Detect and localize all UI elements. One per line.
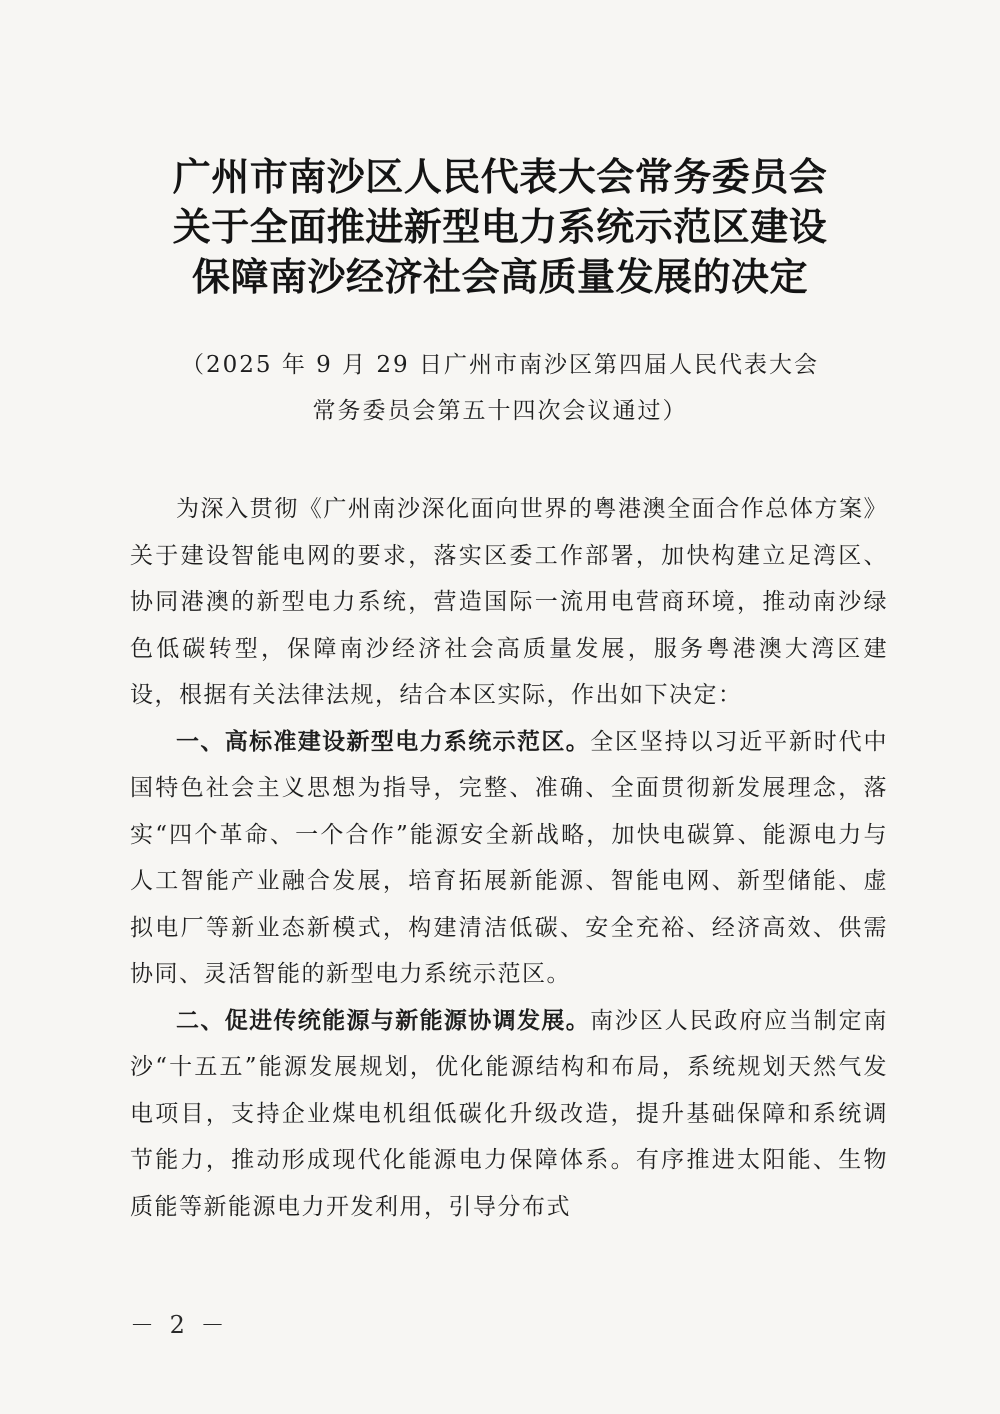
title-line-3: 保障南沙经济社会高质量发展的决定 bbox=[191, 255, 808, 299]
section-2-text: 南沙区人民政府应当制定南沙“十五五”能源发展规划，优化能源结构和布局，系统规划天然气发电项目，支持企业煤电机组低碳化升级改造，提升基础保障和系统调节能力，推动形成现代化能源电力保障体系。有序推进太阳能、生物质能等新能源电力开发利用，引导分布式 bbox=[130, 1007, 889, 1220]
title-line-2: 关于全面推进新型电力系统示范区建设 bbox=[172, 205, 828, 249]
title-line-1: 广州市南沙区人民代表大会常务委员会 bbox=[172, 155, 828, 199]
section-2-paragraph bbox=[130, 998, 888, 1231]
page-number: － 2 － bbox=[130, 1311, 229, 1339]
section-1-text: 全区坚持以习近平新时代中国特色社会主义思想为指导，完整、准确、全面贯彻新发展理念，落实“四个革命、一个合作”能源安全新战略，加快电碳算、能源电力与人工智能产业融合发展，培育拓展新能源、智能电网、新型储能、虚拟电厂等新业态新模式，构建清洁低碳、安全充裕、经济高效、供需协同、灵活智能的新型电力系统示范区。 bbox=[130, 728, 889, 987]
adoption-note bbox=[120, 342, 880, 434]
adoption-note-line-1: （2025 年 9 月 29 日广州市南沙区第四届人民代表大会 bbox=[181, 352, 819, 378]
document-title bbox=[120, 152, 880, 302]
document-body bbox=[130, 486, 888, 1230]
preamble-paragraph: 为深入贯彻《广州南沙深化面向世界的粤港澳全面合作总体方案》关于建设智能电网的要求，落实区委工作部署，加快构建立足湾区、协同港澳的新型电力系统，营造国际一流用电营商环境，推动南沙绿色低碳转型，保障南沙经济社会高质量发展，服务粤港澳大湾区建设，根据有关法律法规，结合本区实际，作出如下决定： bbox=[130, 496, 888, 708]
section-2-heading: 二、促进传统能源与新能源协调发展。 bbox=[176, 1007, 591, 1034]
adoption-note-line-2: 常务委员会第五十四次会议通过） bbox=[312, 398, 688, 424]
section-1-heading: 一、高标准建设新型电力系统示范区。 bbox=[176, 728, 591, 755]
section-1-paragraph bbox=[130, 719, 888, 998]
